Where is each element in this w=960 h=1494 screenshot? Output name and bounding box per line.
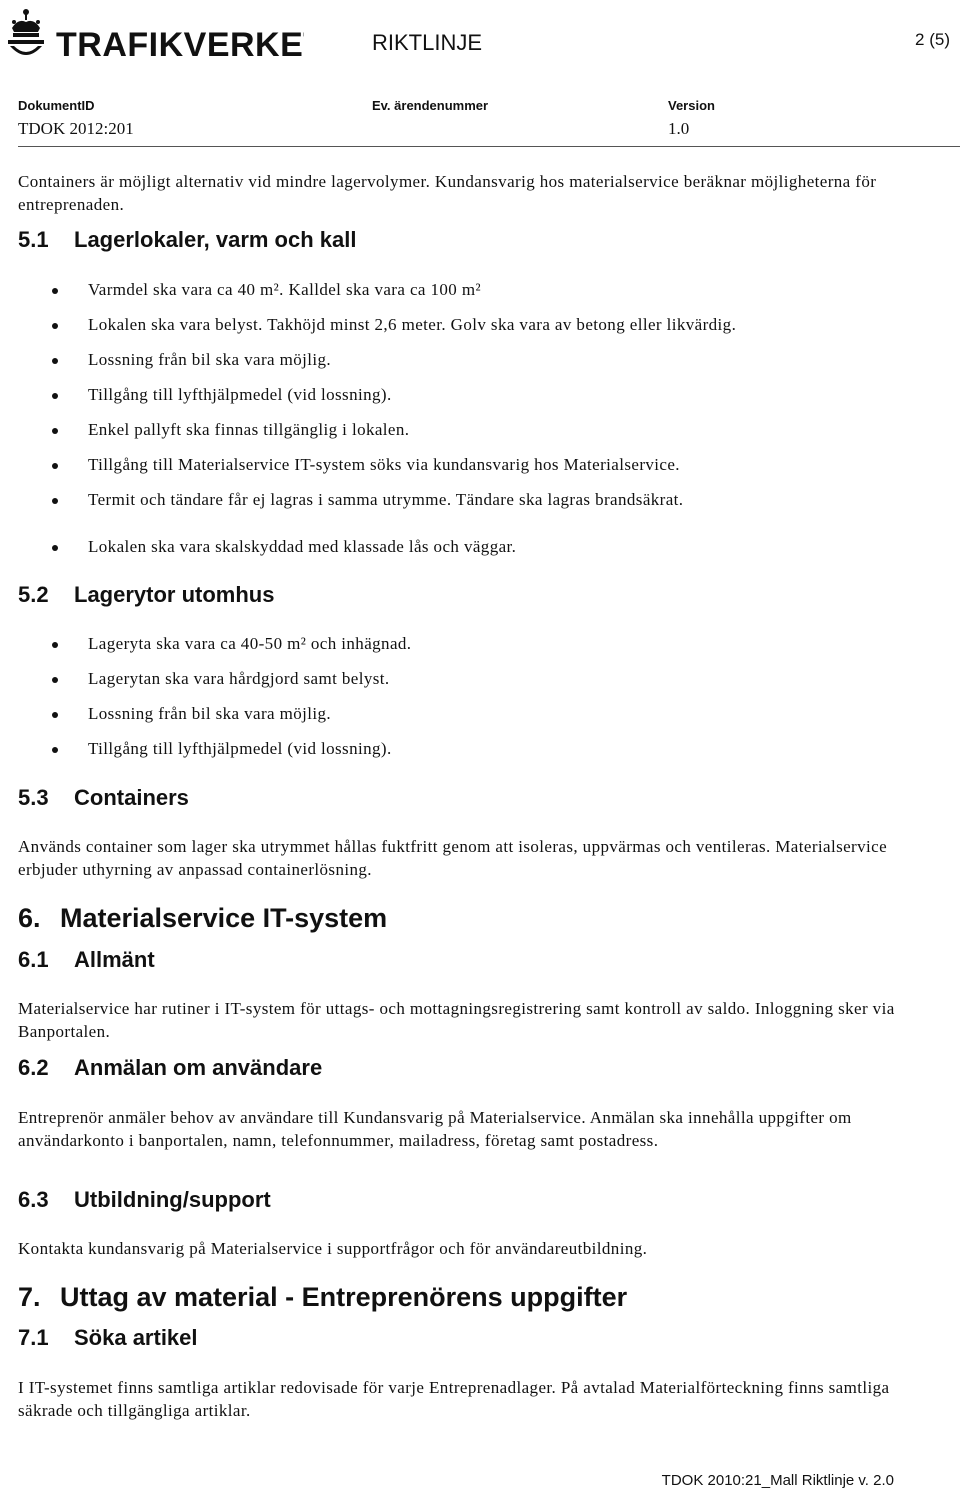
trafikverket-logo xyxy=(4,6,304,71)
case-number-field xyxy=(372,98,488,119)
heading-6-3 xyxy=(18,1187,271,1213)
heading-number: 6.2 xyxy=(18,1055,49,1080)
bullet-icon xyxy=(52,358,58,364)
intro-paragraph: Containers är möjligt alternativ vid mindre lagervolymer. Kundansvarig hos materialservice beräknar möjligheterna för entreprenaden. xyxy=(18,172,877,214)
heading-number: 7. xyxy=(18,1282,41,1312)
bullet-icon xyxy=(52,463,58,469)
heading-6 xyxy=(18,903,387,934)
heading-6-1 xyxy=(18,947,155,973)
bullet-icon xyxy=(52,428,58,434)
doc-id-value: TDOK 2012:201 xyxy=(18,119,134,138)
bullet-icon xyxy=(52,393,58,399)
heading-number: 5.3 xyxy=(18,785,49,810)
bullet-icon xyxy=(52,498,58,504)
bullet-icon xyxy=(52,712,58,718)
document-meta xyxy=(18,98,960,148)
heading-title: Containers xyxy=(74,785,189,810)
version-value: 1.0 xyxy=(668,119,690,138)
page-number: 2 (5) xyxy=(915,30,950,49)
heading-title: Lagerytor utomhus xyxy=(74,582,275,607)
doc-id-label: DokumentID xyxy=(18,98,95,113)
doc-id-field xyxy=(18,98,134,139)
crown-icon xyxy=(4,6,304,66)
heading-title: Allmänt xyxy=(74,947,155,972)
case-number-label: Ev. ärendenummer xyxy=(372,98,489,113)
paragraph-6-1: Materialservice har rutiner i IT-system för uttags- och mottagningsregistrering samt kontroll av saldo. Inloggning sker via Banportalen. xyxy=(18,999,895,1041)
heading-number: 6. xyxy=(18,903,41,933)
header-divider xyxy=(18,146,960,147)
bullet-icon xyxy=(52,288,58,294)
heading-6-2 xyxy=(18,1055,322,1081)
svg-text:TRAFIKVERKET: TRAFIKVERKET xyxy=(56,26,304,64)
version-label: Version xyxy=(668,98,715,113)
paragraph-7-1: I IT-systemet finns samtliga artiklar redovisade för varje Entreprenadlager. På avtalad Materialförteckning finns samtliga säkrade och tillgängliga artiklar. xyxy=(18,1378,890,1420)
paragraph-6-2: Entreprenör anmäler behov av användare till Kundansvarig på Materialservice. Anmälan ska innehålla uppgifter om användarkonto i banportalen, namn, telefonnummer, mailadress, företag samt postadress. xyxy=(18,1108,852,1150)
bullet-icon xyxy=(52,323,58,329)
bullet-icon xyxy=(52,677,58,683)
document-type: RIKTLINJE xyxy=(372,30,483,55)
heading-title: Materialservice IT-system xyxy=(60,903,388,933)
heading-7 xyxy=(18,1282,627,1313)
heading-number: 7.1 xyxy=(18,1325,49,1350)
heading-5-3 xyxy=(18,785,189,811)
heading-number: 5.2 xyxy=(18,582,49,607)
bullet-icon xyxy=(52,642,58,648)
heading-7-1 xyxy=(18,1325,198,1351)
heading-title: Söka artikel xyxy=(74,1325,198,1350)
bullet-icon xyxy=(52,545,58,551)
heading-number: 6.3 xyxy=(18,1187,49,1212)
heading-5-2 xyxy=(18,582,274,608)
bullet-icon xyxy=(52,747,58,753)
heading-number: 5.1 xyxy=(18,227,49,252)
heading-title: Utbildning/support xyxy=(74,1187,271,1212)
heading-title: Anmälan om användare xyxy=(74,1055,323,1080)
heading-number: 6.1 xyxy=(18,947,49,972)
heading-5-1 xyxy=(18,227,356,253)
page-header xyxy=(0,0,960,90)
paragraph-5-3: Används container som lager ska utrymmet hållas fuktfritt genom att isoleras, uppvärmas och ventileras. Materialservice erbjuder uthyrning av anpassad containerlösning. xyxy=(18,837,888,879)
page-footer: TDOK 2010:21_Mall Riktlinje v. 2.0 xyxy=(661,1472,894,1489)
heading-title: Uttag av material - Entreprenörens uppgifter xyxy=(60,1282,628,1312)
heading-title: Lagerlokaler, varm och kall xyxy=(74,227,357,252)
paragraph-6-3: Kontakta kundansvarig på Materialservice i supportfrågor och för användareutbildning. xyxy=(18,1239,648,1258)
version-field xyxy=(668,98,715,139)
